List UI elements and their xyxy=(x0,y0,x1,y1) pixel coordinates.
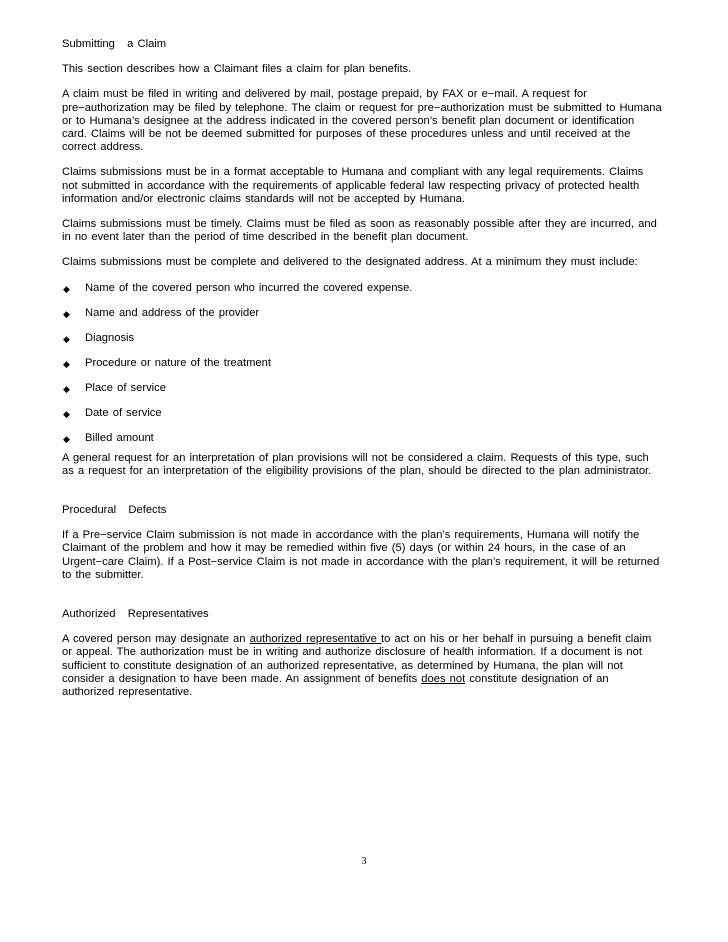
page-number: 3 xyxy=(361,856,367,867)
list-item-text: Name and address of the provider xyxy=(85,306,260,319)
section-spacer xyxy=(62,594,662,608)
bullet-diamond-icon: ◆ xyxy=(63,433,70,444)
bullet-diamond-icon: ◆ xyxy=(63,358,70,369)
paragraph-authorized-representatives xyxy=(62,633,662,699)
paragraph-claim-timely: Claims submissions must be timely. Claims must be filed as soon as reasonably possible after they are incurred, and in no event later than the period of time described in the benefit plan document. xyxy=(62,218,657,244)
bullet-diamond-icon: ◆ xyxy=(63,283,70,294)
section-heading-authorized: Authorized Representatives xyxy=(62,608,209,621)
list-item xyxy=(62,357,662,382)
list-item xyxy=(62,332,662,357)
section-heading-submitting: Submitting a Claim xyxy=(62,38,167,50)
list-item-text: Diagnosis xyxy=(85,331,135,344)
section-spacer xyxy=(62,490,662,504)
paragraph-claim-overview: This section describes how a Claimant files a claim for plan benefits. xyxy=(62,63,412,76)
list-item xyxy=(62,382,662,407)
document-page xyxy=(62,38,662,711)
paragraph-general-request: A general request for an interpretation of plan provisions will not be considered a claim. Requests of this type, such as a request for an interpretation of the eligibility provisions of the plan, should be directed to the plan administrator. xyxy=(62,451,652,477)
paragraph-claim-complete: Claims submissions must be complete and delivered to the designated address. At a minimum they must include: xyxy=(62,256,638,269)
authorized-representative-term: authorized representative xyxy=(249,633,381,646)
bullet-diamond-icon: ◆ xyxy=(63,383,70,394)
emphasis-does-not: does not xyxy=(421,672,466,685)
list-item-text: Date of service xyxy=(85,406,162,419)
paragraph-claim-filing: A claim must be filed in writing and delivered by mail, postage prepaid, by FAX or e−mail. A request for pre−authorization may be filed by telephone. The claim or request for pre−authorization must be submitted to Humana or to Humana’s designee at the address indicated in the covered person’s benefit plan document or identification card. Claims will be not be deemed submitted for purposes of these procedures unless and until received at the correct address. xyxy=(62,88,662,154)
paragraph-claim-format: Claims submissions must be in a format acceptable to Humana and compliant with any legal requirements. Claims not submitted in accordance with the requirements of applicable federal law respecting privacy of protected health information and/or electronic claims standards will not be accepted by Humana. xyxy=(62,166,644,205)
text-segment: A covered person may designate an xyxy=(62,633,250,646)
text-segment: constitute designation of an authorized representative. xyxy=(62,672,609,699)
section-heading-procedural: Procedural Defects xyxy=(62,504,167,517)
list-item xyxy=(62,432,662,452)
list-item-text: Procedure or nature of the treatment xyxy=(85,356,271,369)
bullet-diamond-icon: ◆ xyxy=(63,408,70,419)
text-segment: to act on his or her behalf in pursuing a benefit claim or appeal. The authorization must be in writing and authorize disclosure of health information. If a document is not sufficient to constitute designation of an authorized representative, as determined by Humana, the plan will not consider a designation to have been made. An assignment of benefits xyxy=(62,633,652,685)
bullet-diamond-icon: ◆ xyxy=(63,308,70,319)
list-item-text: Place of service xyxy=(85,381,166,394)
list-item xyxy=(62,407,662,432)
list-item-text: Billed amount xyxy=(85,431,154,444)
bullet-diamond-icon: ◆ xyxy=(63,333,70,344)
list-item-text: Name of the covered person who incurred the covered expense. xyxy=(85,281,413,294)
list-item xyxy=(62,282,662,307)
list-item xyxy=(62,307,662,332)
paragraph-procedural-defects: If a Pre−service Claim submission is not made in accordance with the plan’s requirements, Humana will notify the Claimant of the problem and how it may be remedied within five (5) days (or within 24 hours, in the case of an Urgent−care Claim). If a Post−service Claim is not made in accordance with the plan’s requirement, it will be returned to the submitter. xyxy=(62,529,660,581)
claim-requirements-list xyxy=(62,282,662,452)
